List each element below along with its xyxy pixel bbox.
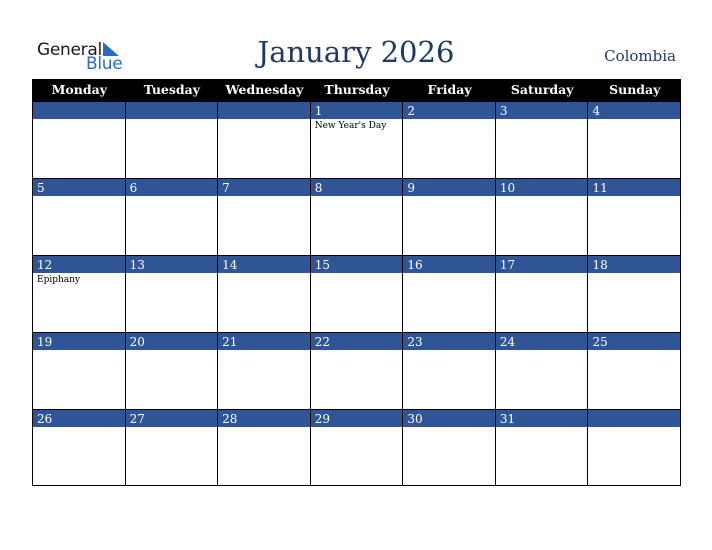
weekday-sunday: Sunday	[609, 82, 661, 97]
day-number: 17	[496, 255, 588, 273]
day-number: 22	[311, 332, 403, 350]
weekday-monday: Monday	[51, 82, 107, 97]
day-cell	[403, 409, 496, 486]
weekday-thursday: Thursday	[324, 82, 390, 97]
country-label: Colombia	[604, 47, 676, 65]
day-number: 23	[403, 332, 495, 350]
holiday-label	[403, 119, 495, 120]
weeks-container	[33, 101, 681, 486]
holiday-label	[126, 196, 218, 197]
holiday-label	[403, 196, 495, 197]
month-grid	[32, 79, 681, 486]
day-cell	[218, 178, 311, 255]
day-number: 13	[126, 255, 218, 273]
day-cell	[311, 178, 404, 255]
day-number: 1	[311, 101, 403, 119]
day-number: 14	[218, 255, 310, 273]
day-cell	[403, 101, 496, 178]
day-number: 6	[126, 178, 218, 196]
day-cell	[588, 101, 681, 178]
day-number: 5	[33, 178, 125, 196]
day-cell	[403, 255, 496, 332]
day-cell	[218, 332, 311, 409]
day-cell	[218, 255, 311, 332]
day-number: 24	[496, 332, 588, 350]
day-number: 4	[588, 101, 680, 119]
week-row	[33, 332, 681, 409]
holiday-label	[311, 196, 403, 197]
week-row	[33, 101, 681, 178]
holiday-label: New Year's Day	[314, 121, 387, 131]
day-number: 27	[126, 409, 218, 427]
day-number	[588, 409, 680, 427]
weekday-wednesday: Wednesday	[225, 82, 304, 97]
logo-blue-text: Blue	[86, 54, 123, 74]
day-number: 9	[403, 178, 495, 196]
day-number: 3	[496, 101, 588, 119]
day-cell	[33, 101, 126, 178]
day-number: 16	[403, 255, 495, 273]
day-number	[126, 101, 218, 119]
day-number: 19	[33, 332, 125, 350]
logo-general-text: General	[37, 40, 102, 60]
day-cell	[126, 101, 219, 178]
day-number: 11	[588, 178, 680, 196]
day-number: 15	[311, 255, 403, 273]
day-number: 30	[403, 409, 495, 427]
day-cell	[496, 178, 589, 255]
day-number: 20	[126, 332, 218, 350]
day-number: 25	[588, 332, 680, 350]
day-number	[218, 101, 310, 119]
day-cell	[126, 255, 219, 332]
day-cell	[311, 409, 404, 486]
day-number: 28	[218, 409, 310, 427]
day-number: 26	[33, 409, 125, 427]
holiday-label	[588, 119, 680, 120]
holiday-label	[218, 196, 310, 197]
day-cell	[33, 332, 126, 409]
day-cell	[126, 409, 219, 486]
weekday-friday: Friday	[427, 82, 472, 97]
holiday-label	[218, 119, 310, 120]
holiday-label	[33, 196, 125, 197]
day-number: 2	[403, 101, 495, 119]
holiday-label	[496, 119, 588, 120]
day-cell	[403, 332, 496, 409]
day-cell	[496, 255, 589, 332]
holiday-label: Epiphany	[37, 275, 81, 285]
week-row	[33, 178, 681, 255]
day-cell	[126, 332, 219, 409]
day-number: 18	[588, 255, 680, 273]
day-number: 12	[33, 255, 125, 273]
day-cell	[311, 332, 404, 409]
weekday-header	[33, 79, 681, 101]
weekday-tuesday: Tuesday	[143, 82, 201, 97]
day-cell	[496, 101, 589, 178]
day-cell	[33, 255, 126, 332]
day-cell	[588, 178, 681, 255]
calendar-title: January 2026	[257, 35, 455, 69]
holiday-label	[126, 119, 218, 120]
day-number: 29	[311, 409, 403, 427]
day-cell	[311, 255, 404, 332]
day-number: 7	[218, 178, 310, 196]
day-number: 8	[311, 178, 403, 196]
day-number: 31	[496, 409, 588, 427]
holiday-label	[33, 119, 125, 120]
day-number: 21	[218, 332, 310, 350]
day-cell	[588, 255, 681, 332]
day-number	[33, 101, 125, 119]
day-cell	[496, 332, 589, 409]
week-row	[33, 409, 681, 486]
day-cell	[588, 409, 681, 486]
day-cell	[126, 178, 219, 255]
day-cell	[218, 409, 311, 486]
day-cell	[218, 101, 311, 178]
day-cell	[403, 178, 496, 255]
holiday-label	[588, 427, 680, 428]
day-cell	[496, 409, 589, 486]
day-cell	[33, 178, 126, 255]
weekday-saturday: Saturday	[510, 82, 574, 97]
day-cell	[588, 332, 681, 409]
week-row	[33, 255, 681, 332]
day-cell	[33, 409, 126, 486]
day-cell	[311, 101, 404, 178]
day-number: 10	[496, 178, 588, 196]
